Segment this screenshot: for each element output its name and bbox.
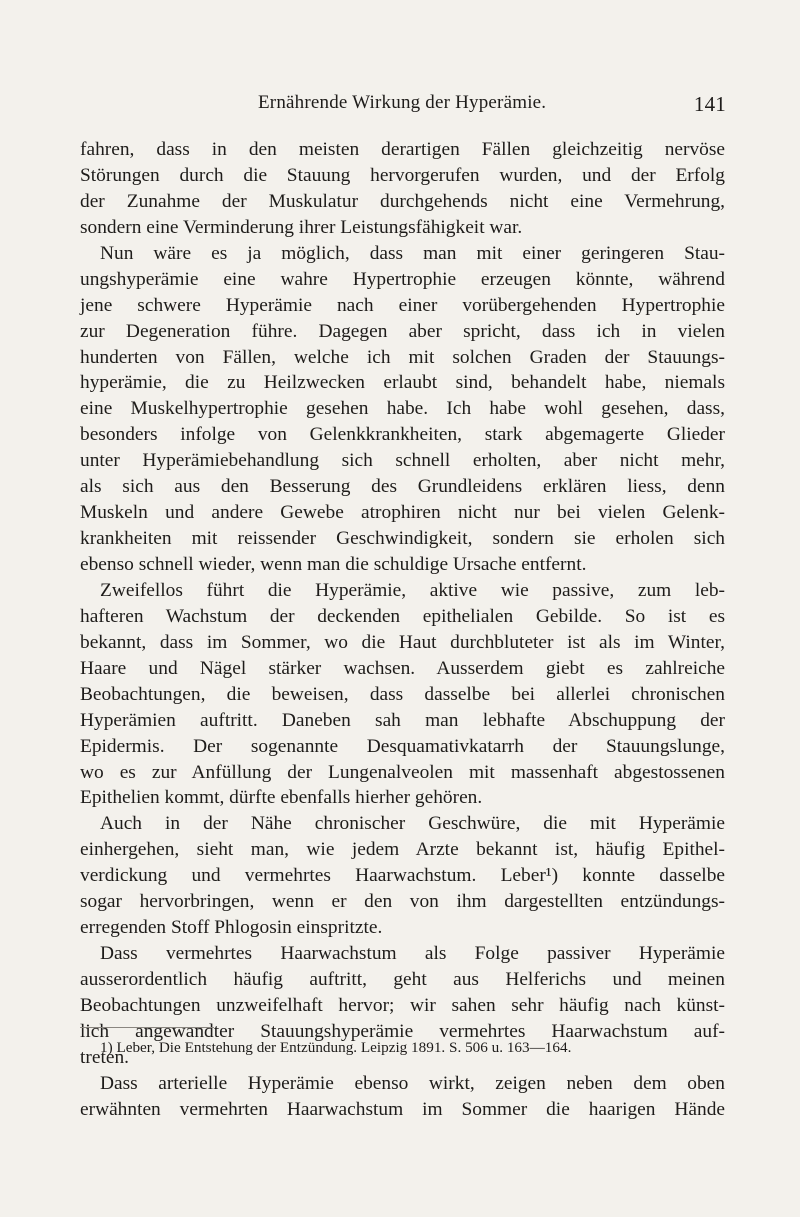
footnote: 1) Leber, Die Entstehung der Entzündung. Leipzig 1891. S. 506 u. 163—164. <box>100 1039 572 1056</box>
text-line: Haare und Nägel stärker wachsen. Ausserdem giebt es zahlreiche <box>80 657 725 679</box>
text-line: bekannt, dass im Sommer, wo die Haut durchbluteter ist als im Winter, <box>80 631 725 653</box>
text-line: Auch in der Nähe chronischer Geschwüre, die mit Hyperämie <box>100 813 725 835</box>
text-line: Dass arterielle Hyperämie ebenso wirkt, zeigen neben dem oben <box>100 1072 725 1094</box>
body-text <box>80 137 725 1123</box>
text-line: ungshyperämie eine wahre Hypertrophie erzeugen könnte, während <box>80 268 725 290</box>
text-line: sogar hervorbringen, wenn er den von ihm dargestellten entzündungs- <box>80 891 725 913</box>
text-line: Beobachtungen, die beweisen, dass dasselbe bei allerlei chronischen <box>80 683 725 705</box>
text-line: Dass vermehrtes Haarwachstum als Folge passiver Hyperämie <box>100 943 725 965</box>
text-line: einhergehen, sieht man, wie jedem Arzte bekannt ist, häufig Epithel- <box>80 839 725 861</box>
text-line: sondern eine Verminderung ihrer Leistungsfähigkeit war. <box>80 216 523 238</box>
text-line: Muskeln und andere Gewebe atrophiren nicht nur bei vielen Gelenk- <box>80 502 725 524</box>
text-line: unter Hyperämiebehandlung sich schnell erholten, aber nicht mehr, <box>80 450 725 472</box>
text-line: fahren, dass in den meisten derartigen Fällen gleichzeitig nervöse <box>80 139 725 160</box>
text-line: ausserordentlich häufig auftritt, geht aus Helferichs und meinen <box>80 969 725 990</box>
text-line: treten. <box>80 1046 129 1068</box>
text-line: Zweifellos führt die Hyperämie, aktive wie passive, zum leb- <box>100 579 725 601</box>
text-line: zur Degeneration führe. Dagegen aber spricht, dass ich in vielen <box>80 320 725 342</box>
page-header <box>118 92 758 122</box>
text-line: Hyperämien auftritt. Daneben sah man lebhafte Abschuppung der <box>80 709 725 731</box>
footnote-rule <box>80 1027 214 1028</box>
running-title: Ernährende Wirkung der Hyperämie. <box>258 92 547 113</box>
text-line: Epithelien kommt, dürfte ebenfalls hierher gehören. <box>80 787 483 809</box>
text-line: erregenden Stoff Phlogosin einspritzte. <box>80 917 383 939</box>
text-line: Beobachtungen unzweifelhaft hervor; wir sahen sehr häufig nach künst- <box>80 994 725 1016</box>
text-line: Nun wäre es ja möglich, dass man mit einer geringeren Stau- <box>100 242 725 264</box>
text-line: ebenso schnell wieder, wenn man die schuldige Ursache entfernt. <box>80 554 587 575</box>
text-line: Epidermis. Der sogenannte Desquamativkatarrh der Stauungslunge, <box>80 735 725 757</box>
text-line: besonders infolge von Gelenkkrankheiten, stark abgemagerte Glieder <box>80 424 725 446</box>
text-line: Störungen durch die Stauung hervorgerufen wurden, und der Erfolg <box>80 164 725 186</box>
text-line: wo es zur Anfüllung der Lungenalveolen mit massenhaft abgestossenen <box>80 761 725 783</box>
page-number: 141 <box>693 92 726 116</box>
text-line: als sich aus den Besserung des Grundleidens erklären liess, denn <box>80 476 725 498</box>
text-line: krankheiten mit reissender Geschwindigkeit, sondern sie erholen sich <box>80 528 725 550</box>
text-line: der Zunahme der Muskulatur durchgehends nicht eine Vermehrung, <box>80 190 725 212</box>
text-line: eine Muskelhypertrophie gesehen habe. Ich habe wohl gesehen, dass, <box>80 398 725 420</box>
text-line: hunderten von Fällen, welche ich mit solchen Graden der Stauungs- <box>80 346 725 368</box>
text-line: erwähnten vermehrten Haarwachstum im Sommer die haarigen Hände <box>80 1098 725 1120</box>
text-line: verdickung und vermehrtes Haarwachstum. Leber¹) konnte dasselbe <box>80 865 725 887</box>
text-line: hafteren Wachstum der deckenden epithelialen Gebilde. So ist es <box>80 605 725 627</box>
text-line: hyperämie, die zu Heilzwecken erlaubt sind, behandelt habe, niemals <box>80 372 725 394</box>
text-line: lich angewandter Stauungshyperämie vermehrtes Haarwachstum auf- <box>80 1020 725 1042</box>
text-line: jene schwere Hyperämie nach einer vorübergehenden Hypertrophie <box>80 294 725 316</box>
